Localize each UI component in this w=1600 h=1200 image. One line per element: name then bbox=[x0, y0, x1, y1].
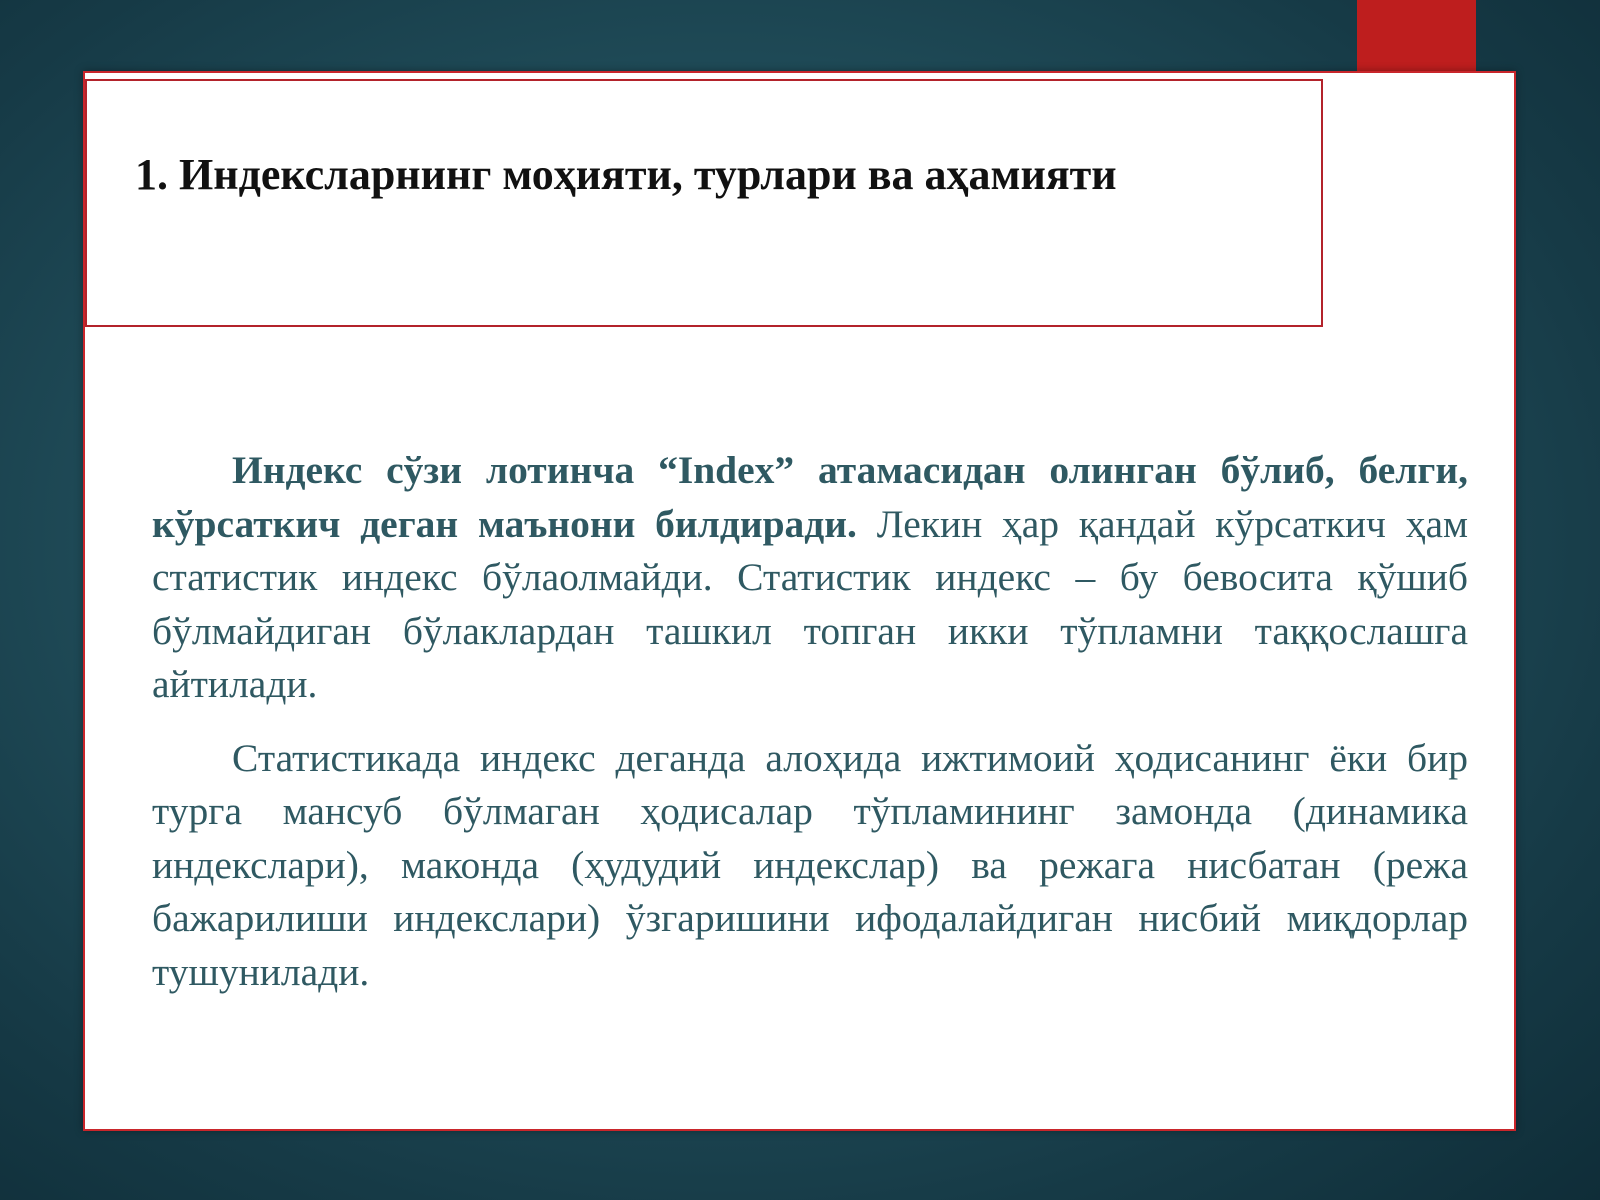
slide-card bbox=[83, 71, 1516, 1131]
paragraph-2 bbox=[152, 732, 1468, 1000]
title-box bbox=[85, 79, 1323, 327]
decorative-corner-tab bbox=[1357, 0, 1476, 72]
paragraph-1 bbox=[152, 444, 1468, 712]
slide-title: 1. Индексларнинг моҳияти, турлари ва аҳамияти bbox=[135, 150, 1117, 199]
paragraph-1-regular-text: Лекин ҳар қандай кўрсаткич ҳам статистик индекс бўлаолмайди. Статистик индекс – бу бевосита қўшиб бўлмайдиган бўлаклардан ташкил топган икки тўпламни таққослашга айтилади. bbox=[152, 501, 1468, 706]
slide-body bbox=[152, 444, 1468, 999]
paragraph-1-bold-text: Индекс сўзи лотинча “Index” атамасидан олинган бўлиб, белги, кўрсаткич деган маънони билдиради. bbox=[152, 448, 1468, 546]
paragraph-2-regular-text: Статистикада индекс деганда алоҳида ижтимоий ҳодисанинг ёки бир турга мансуб бўлмаган ҳодисалар тўпламининг замонда (динамика индекслари), маконда (ҳудудий индекслар) ва режага нисбатан (режа бажарилиши индекслари) ўзгаришини ифодалайдиган нисбий миқдорлар тушунилади. bbox=[152, 735, 1468, 994]
